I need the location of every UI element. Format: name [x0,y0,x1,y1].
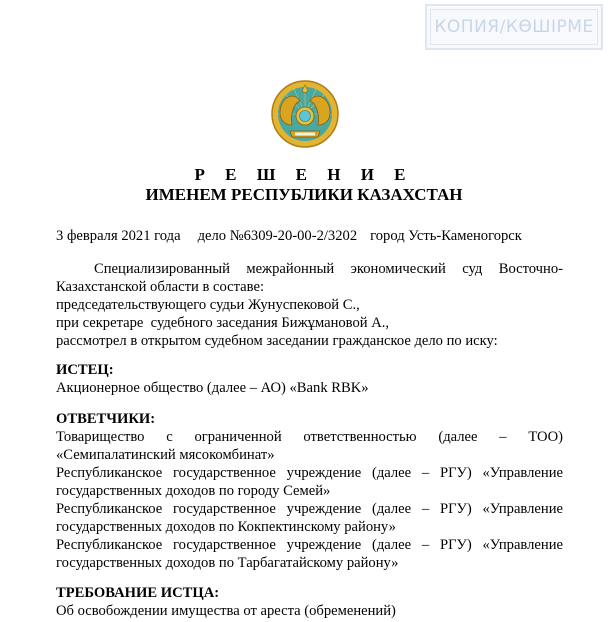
defendant-4-line-1: Республиканское государственное учреждение (далее – РГУ) «Управление [56,537,563,553]
defendant-2-line-1: Республиканское государственное учреждение (далее – РГУ) «Управление [56,465,563,481]
defendants-heading: ОТВЕТЧИКИ: [56,411,156,427]
defendant-3-line-2: государственных доходов по Кокпектинскому району» [56,519,396,535]
defendant-2-line-2: государственных доходов по городу Семей» [56,483,331,499]
case-number: дело №6309-20-00-2/3202 [197,228,358,244]
copy-stamp-text: КОПИЯ/КӨШІРМЕ [434,17,594,37]
decision-date: 3 февраля 2021 года [56,228,181,244]
court-line-2: Казахстанской области в составе: [56,279,264,295]
presiding-judge: председательствующего судьи Жунуспековой С., [56,297,360,313]
document-title: Р Е Ш Е Н И Е [194,165,414,184]
court-line-5: рассмотрел в открытом судебном заседании гражданское дело по иску: [56,333,498,349]
defendant-1-line-1: Товарищество с ограниченной ответственностью (далее – ТОО) [56,429,563,445]
court-secretary: при секретаре судебного заседания Бижұмановой А., [56,315,390,331]
plaintiff-name: Акционерное общество (далее – АО) «Bank RBK» [56,380,369,396]
defendant-3-line-1: Республиканское государственное учреждение (далее – РГУ) «Управление [56,501,563,517]
court-line-1: Специализированный межрайонный экономический суд Восточно- [94,261,563,277]
claim-text: Об освобождении имущества от ареста (обременений) [56,603,396,619]
court-city: город Усть-Каменогорск [370,228,522,244]
plaintiff-heading: ИСТЕЦ: [56,362,114,378]
kazakhstan-state-emblem-icon [270,79,340,149]
copy-stamp [425,4,603,50]
case-meta-line [56,228,522,245]
defendant-1-line-2: «Семипалатинский мясокомбинат» [56,447,275,463]
document-subtitle: ИМЕНЕМ РЕСПУБЛИКИ КАЗАХСТАН [145,185,463,204]
copy-stamp-frame [430,9,598,45]
defendant-4-line-2: государственных доходов по Тарбагатайскому району» [56,555,399,571]
claim-heading: ТРЕБОВАНИЕ ИСТЦА: [56,585,220,601]
